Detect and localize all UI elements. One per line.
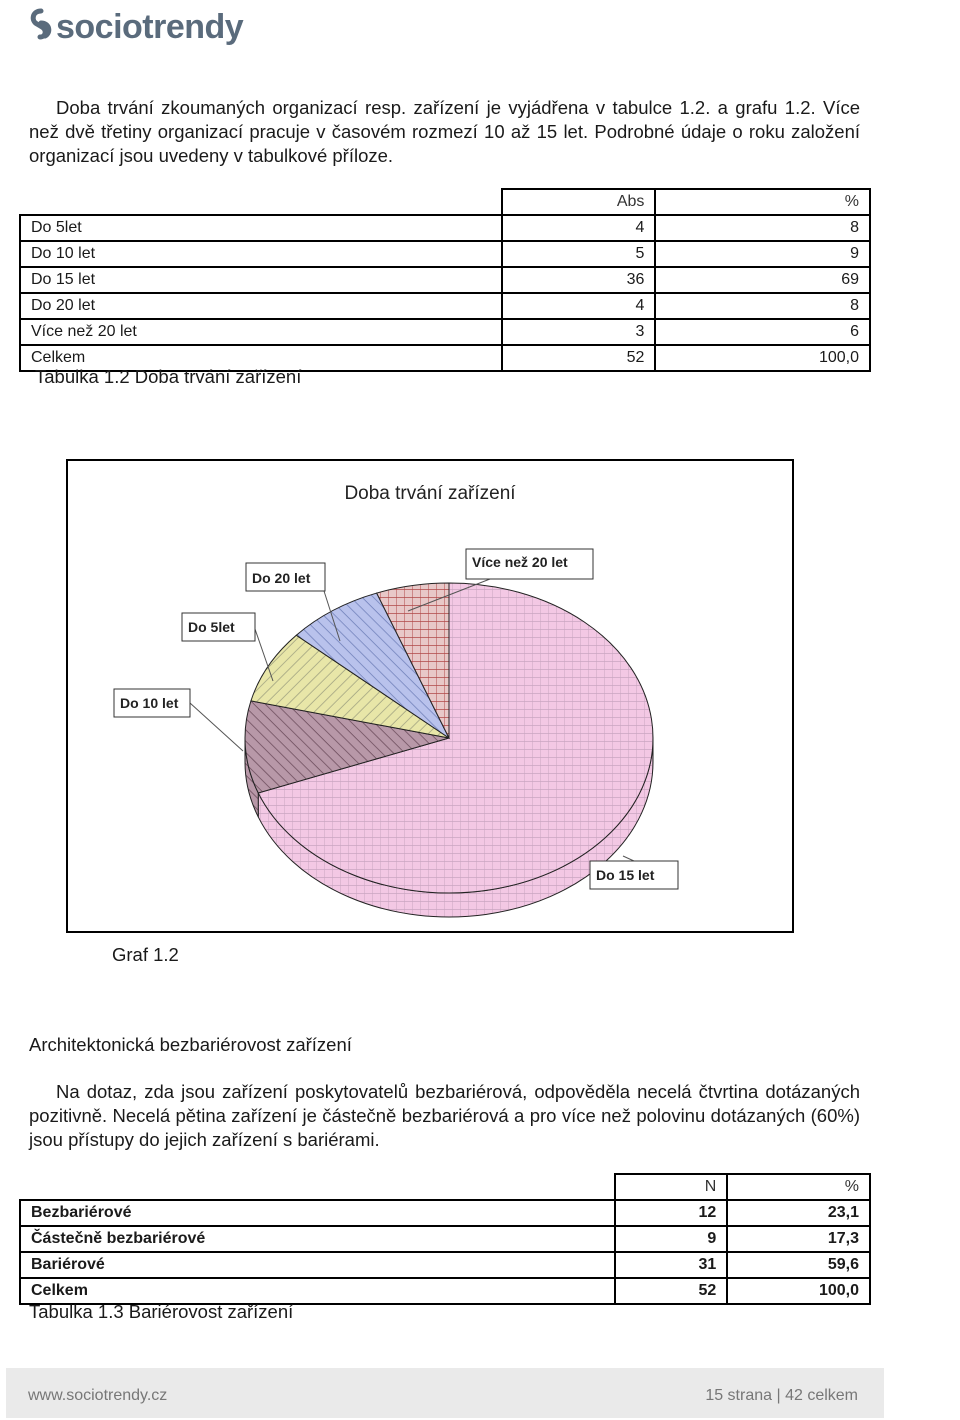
table-row [20,293,870,319]
row-label: Více než 20 let [20,319,502,345]
table-duration [19,188,871,372]
page-number: 15 strana | 42 celkem [705,1387,858,1404]
table-row [20,241,870,267]
row-percent: 8 [655,215,870,241]
chart-frame [66,459,794,933]
row-label: Celkem [20,1278,615,1304]
slice-label: Do 5let [188,619,235,635]
row-percent: 23,1 [727,1200,870,1226]
table-header-row [20,1174,870,1200]
logo-icon [28,7,54,47]
row-label: Do 20 let [20,293,502,319]
row-abs: 4 [502,215,656,241]
row-abs: 4 [502,293,656,319]
row-label: Do 10 let [20,241,502,267]
row-percent: 100,0 [727,1278,870,1304]
row-abs: 52 [502,345,656,371]
table-header-row [20,189,870,215]
row-n: 52 [615,1278,727,1304]
row-percent: 17,3 [727,1226,870,1252]
table-header-percent: % [655,189,870,215]
row-percent: 100,0 [655,345,870,371]
table-header-n: N [615,1174,727,1200]
section-heading: Architektonická bezbariérovost zařízení [29,1034,352,1055]
table-row [20,215,870,241]
row-n: 31 [615,1252,727,1278]
row-label: Částečně bezbariérové [20,1226,615,1252]
row-abs: 3 [502,319,656,345]
table-row [20,1252,870,1278]
label-leader-line [190,703,243,751]
row-abs: 5 [502,241,656,267]
row-n: 9 [615,1226,727,1252]
slice-label: Do 20 let [252,570,311,586]
table-row [20,267,870,293]
intro-text: Doba trvání zkoumaných organizací resp. zařízení je vyjádřena v tabulce 1.2. a grafu 1.2. Více než dvě třetiny organizací pracuje v časovém rozmezí 10 až 15 let. Podrobné údaje o roku založení organizací jsou uvedeny v tabulkové příloze. [29,97,860,166]
table-caption: Tabulka 1.3 Bariérovost zařízení [29,1301,294,1322]
label-leader-line [623,856,634,861]
section-paragraph [29,1080,860,1152]
table-caption: Tabulka 1.2 Doba trvání zařízení [35,366,302,387]
section-text: Na dotaz, zda jsou zařízení poskytovatelů bezbariérová, odpověděla necelá čtvrtina dotázaných pozitivně. Necelá pětina zařízení je částečně bezbariérová a pro více než polovinu dotázaných (60%) jsou přístupy do jejich zařízení s bariérami. [29,1081,860,1150]
row-percent: 8 [655,293,870,319]
row-abs: 36 [502,267,656,293]
row-percent: 9 [655,241,870,267]
row-label: Do 15 let [20,267,502,293]
table-row [20,1226,870,1252]
slice-label: Do 15 let [596,867,655,883]
row-label: Celkem [20,345,502,371]
row-label: Bariérové [20,1252,615,1278]
table-header-abs: Abs [502,189,656,215]
table-barriers [19,1173,871,1305]
row-label: Bezbariérové [20,1200,615,1226]
footer [6,1368,884,1418]
row-percent: 59,6 [727,1252,870,1278]
row-percent: 6 [655,319,870,345]
row-percent: 69 [655,267,870,293]
chart-caption: Graf 1.2 [112,944,179,965]
table-row [20,1200,870,1226]
intro-paragraph [29,96,860,168]
footer-url[interactable]: www.sociotrendy.cz [28,1387,168,1404]
chart-title: Doba trvání zařízení [344,483,516,504]
row-label: Do 5let [20,215,502,241]
pie-chart [68,461,792,931]
slice-label: Do 10 let [120,695,179,711]
table-row [20,319,870,345]
row-n: 12 [615,1200,727,1226]
table-header-percent: % [727,1174,870,1200]
slice-label: Více než 20 let [472,554,568,570]
logo-text: sociotrendy [56,7,244,46]
logo [28,2,243,52]
